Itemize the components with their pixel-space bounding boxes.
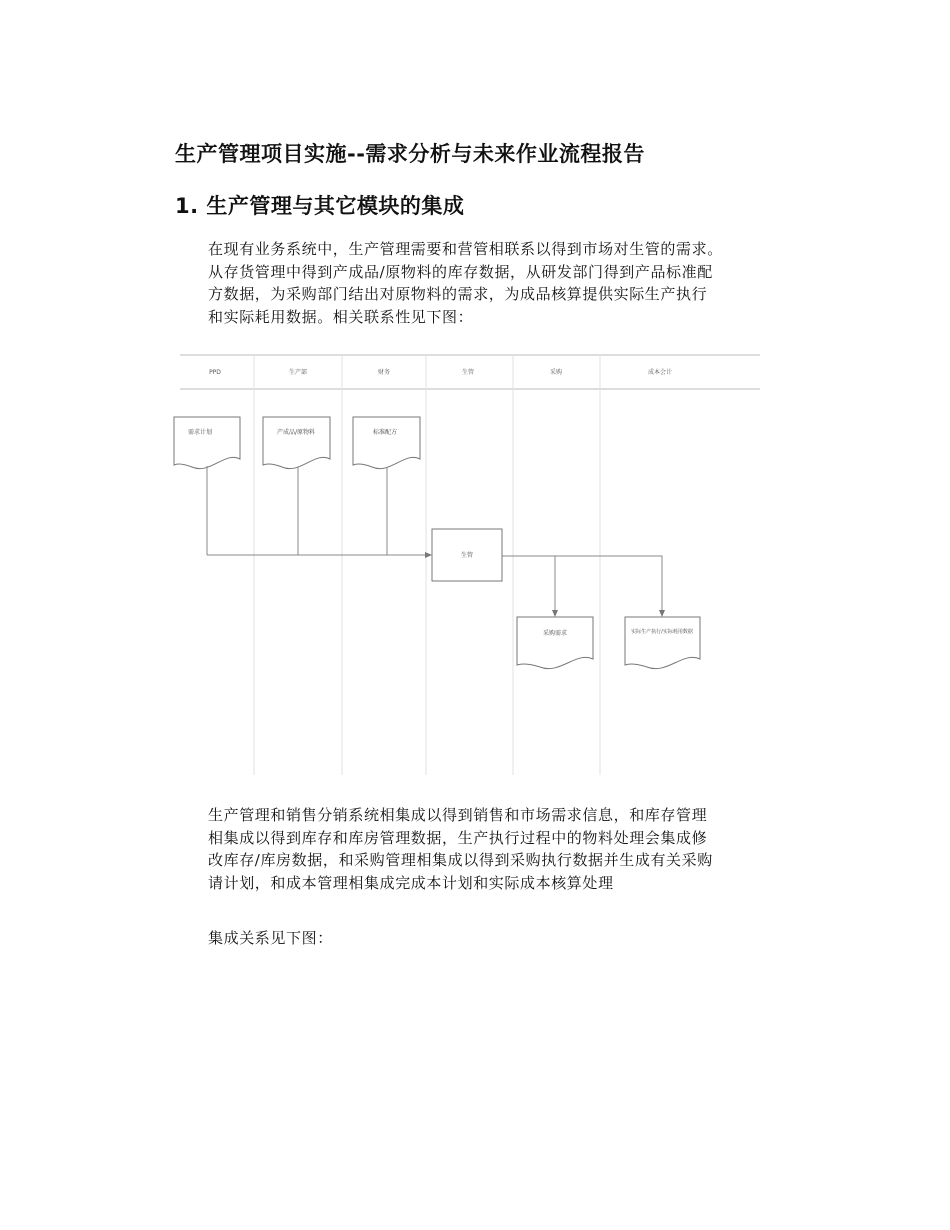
document-label: 产成品/原物料 [276, 429, 316, 436]
figure-caption: 集成关系见下图： [208, 929, 333, 947]
lane-header: 财务 [377, 369, 391, 376]
lane-header: 生管 [461, 369, 475, 376]
flow-diagram [170, 345, 770, 775]
paragraph-line: 和实际耗用数据。相关联系性见下图： [208, 307, 474, 326]
paragraph-line: 相集成以得到库存和库房管理数据，生产执行过程中的物料处理会集成修 [208, 828, 708, 847]
lane-header: PPD [209, 369, 221, 376]
integration-paragraph [208, 804, 818, 894]
document-shape [174, 417, 240, 469]
paragraph-line: 在现有业务系统中，生产管理需要和营管相联系以得到市场对生管的需求。 [208, 240, 723, 258]
paragraph-line: 生产管理和销售分销系统相集成以得到销售和市场需求信息，和库存管理 [208, 806, 708, 824]
document-shape [263, 417, 330, 469]
document-label: 需求计划 [187, 429, 213, 436]
process-box [432, 529, 502, 581]
lane-header: 生产部 [288, 369, 308, 376]
document-label: 实际生产执行/实际耗用数据 [631, 629, 693, 635]
document-label: 采购需求 [542, 630, 568, 637]
section-heading: 1. 生产管理与其它模块的集成 [175, 194, 465, 218]
document-shape [625, 617, 700, 669]
lane-header: 采购 [549, 369, 563, 376]
document-label: 标准配方 [372, 429, 398, 436]
page-title: 生产管理项目实施--需求分析与未来作业流程报告 [175, 142, 645, 166]
intro-paragraph [208, 238, 818, 328]
lane-header: 成本会计 [647, 369, 673, 376]
document-shape [353, 417, 420, 469]
paragraph-line: 请计划，和成本管理相集成完成本计划和实际成本核算处理 [208, 873, 614, 892]
paragraph-line: 从存货管理中得到产成品/原物料的库存数据，从研发部门得到产品标准配 [208, 262, 713, 281]
paragraph-line: 改库存/库房数据，和采购管理相集成以得到采购执行数据并生成有关采购 [208, 851, 713, 869]
paragraph-line: 方数据，为采购部门结出对原物料的需求，为成品核算提供实际生产执行 [208, 285, 708, 303]
document-shape [517, 617, 593, 669]
process-label: 生管 [460, 552, 474, 559]
